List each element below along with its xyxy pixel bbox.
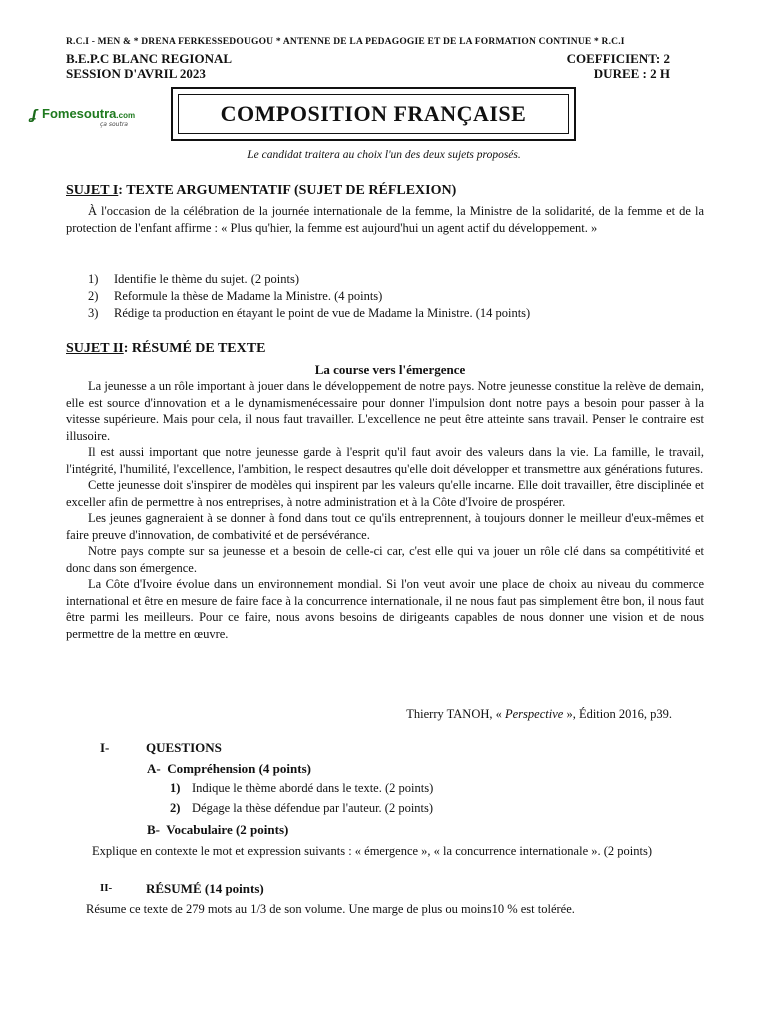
text-paragraph: Cette jeunesse doit s'inspirer de modèles qui inspirent par les valeurs qu'elle incarne. Elle doit travailler, être disciplinée et exceller afin de permettre à nos entreprises, à notre administration et à la Côte d'Ivoire de prospérer. <box>66 478 704 509</box>
session: SESSION D'AVRIL 2023 <box>66 66 206 81</box>
logo-suffix: .com <box>116 111 136 120</box>
resume-text-body <box>66 378 704 642</box>
comprehension-question: 1) Indique le thème abordé dans le texte. (2 points) <box>170 781 434 795</box>
title-frame <box>171 87 576 141</box>
duration: DUREE : 2 H <box>593 66 670 81</box>
text-paragraph: La jeunesse a un rôle important à jouer dans le développement de notre pays. Notre jeunesse constitue la relève de demain, elle est source d'innovation et a le dynamismenécessaire pour donner l'impulsion dont notre pays a besoin pour passer à la vitesse supérieure. Mais pour cela, il nous faut travailler. L'excellence ne peut être atteinte sans travail. Penser le contraire est illusoire. <box>66 379 704 443</box>
logo-name: Fomesoutra <box>42 106 117 121</box>
coefficient: COEFFICIENT: 2 <box>566 51 670 66</box>
sujet-2-heading <box>66 341 265 357</box>
resume-heading: RÉSUMÉ (14 points) <box>146 881 264 896</box>
logo-tagline: ça soutra <box>100 121 128 128</box>
list-item: 1) Identifie le thème du sujet. (2 points) <box>88 272 300 286</box>
sujet-1-label: SUJET I <box>66 183 119 198</box>
sujet-2-label: SUJET II <box>66 341 124 356</box>
resume-instruction: Résume ce texte de 279 mots au 1/3 de son volume. Une marge de plus ou moins10 % est tolérée. <box>86 902 575 916</box>
logo-swoosh-icon: ʆ <box>30 108 38 123</box>
section-1-number: I- <box>100 740 110 755</box>
work-title: Perspective <box>505 707 564 721</box>
comprehension-question: 2) Dégage la thèse défendue par l'auteur. (2 points) <box>170 801 434 815</box>
list-item: 3) Rédige ta production en étayant le point de vue de Madame la Ministre. (14 points) <box>88 306 531 320</box>
text-paragraph: Il est aussi important que notre jeunesse garde à l'esprit qu'il faut avoir des valeurs dans la vie. La famille, le travail, l'intégrité, l'humilité, l'excellence, l'ambition, le respect desautres qu'elle doit développer et transmettre aux générations futures. <box>66 445 704 476</box>
sujet-1-questions <box>88 271 688 322</box>
header-row-1 <box>66 51 670 67</box>
sujet-1-prompt: À l'occasion de la célébration de la journée internationale de la femme, la Ministre de la solidarité, de la femme et de la protection de l'enfant affirme : « Plus qu'hier, la femme est aujourd'hui un agent actif du développement. » <box>66 204 704 235</box>
instruction: Le candidat traitera au choix l'un des deux sujets proposés. <box>247 149 521 161</box>
exam-name: B.E.P.C BLANC REGIONAL <box>66 51 233 66</box>
questions-heading: QUESTIONS <box>146 740 222 755</box>
fomesoutra-logo <box>30 106 154 134</box>
sujet-2-heading-text: : RÉSUMÉ DE TEXTE <box>123 341 266 356</box>
page-title: COMPOSITION FRANÇAISE <box>178 94 569 134</box>
text-title: La course vers l'émergence <box>314 362 466 377</box>
sujet-1-heading <box>66 183 456 199</box>
comprehension-heading: A- Compréhension (4 points) <box>147 761 311 776</box>
header-row-2 <box>66 66 670 82</box>
vocabulary-instruction: Explique en contexte le mot et expression suivants : « émergence », « la concurrence internationale ». (2 points) <box>92 844 653 858</box>
text-paragraph: Notre pays compte sur sa jeunesse et a besoin de celle-ci car, c'est elle qui va jouer un rôle clé dans sa compétitivité et donc dans son émergence. <box>66 544 704 575</box>
header-top-line: R.C.I - MEN & * DRENA FERKESSEDOUGOU * ANTENNE DE LA PEDAGOGIE ET DE LA FORMATION CONTINUE * R.C.I <box>66 37 625 47</box>
sujet-1-heading-text: : TEXTE ARGUMENTATIF (SUJET DE RÉFLEXION) <box>118 183 457 198</box>
section-2-number: II- <box>100 882 113 894</box>
vocabulary-heading: B- Vocabulaire (2 points) <box>147 822 289 837</box>
text-paragraph: La Côte d'Ivoire évolue dans un environnement mondial. Si l'on veut avoir une place de choix au niveau du commerce international et être en mesure de faire face à la concurrence internationale, il ne nous faut pas simplement être bon, il nous faut être parmi les meilleurs. Pour ce faire, nous avons besoins de dirigeants capables de nous donner une vision et de nous permettre de la mettre en œuvre. <box>66 577 704 641</box>
text-attribution: Thierry TANOH, « Perspective », Édition 2016, p39. <box>406 707 672 721</box>
list-item: 2) Reformule la thèse de Madame la Ministre. (4 points) <box>88 289 383 303</box>
text-paragraph: Les jeunes gagneraient à se donner à fond dans tout ce qu'ils entreprennent, à toujours donner le meilleur d'eux-mêmes et faire preuve d'innovation, de combativité et de persévérance. <box>66 511 704 542</box>
